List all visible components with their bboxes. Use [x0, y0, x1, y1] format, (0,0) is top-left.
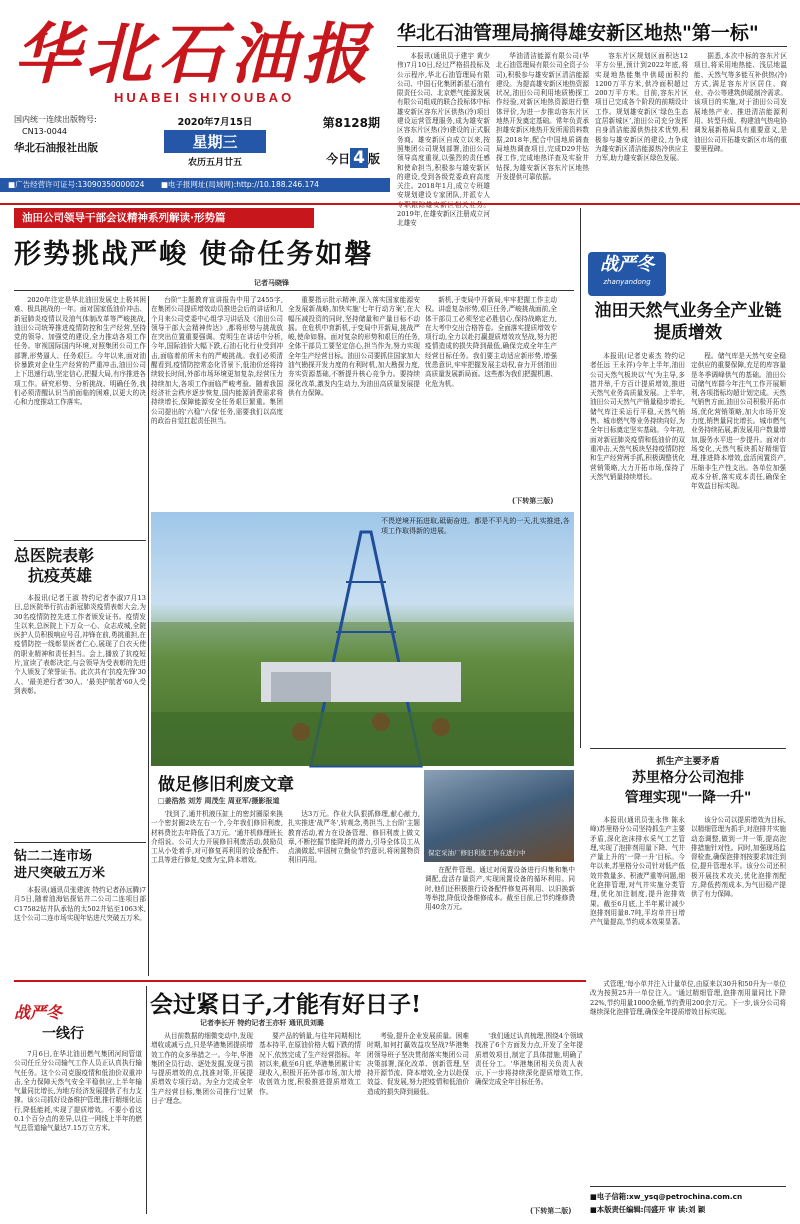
top-story-headline: 华北石油管理局摘得雄安新区地热"第一标"	[397, 22, 759, 44]
cn-code: CN13-0044	[22, 127, 67, 136]
photo-story-byline: □姜浩然 刘芳 周茂生 周亚军/摄影报道	[158, 797, 280, 805]
photo-story-side-caption: 保定采油厂修旧利废工作在进行中	[428, 849, 526, 857]
footer-editor: ■本版责任编辑:闫盛开 审 读:刘 颖	[590, 1205, 706, 1214]
footer	[590, 1190, 790, 1216]
masthead-pinyin: HUABEI SHIYOUBAO	[114, 90, 295, 105]
top-story-col3: 容东片区规划区面积达12平方公里,预计到2022年底,将实现地热能集中供暖面积约1200万平方米,供冷面积超过200万平方米。目前,容东片区项目已完成各个阶段的前期设计工作。规划雄安新区‘绿色生态宜居新城区’,油田公司充分发挥自身清洁能源供热技术优势,积极参与雄安新区的建设,力争成为雄安新区清洁能源热冷供应主力军,助力雄安新区绿色发展。	[595, 52, 688, 163]
bottom-story-continued: (下转第二版)	[530, 1207, 572, 1215]
foam-story-col2: 该分公司以提质增效为目标,以精细管理为抓手,对泡排井实施动态调整,做到一井一策,提高泡排措施针对性。同时,加强现场监督检查,确保泡排剂按要求加注到位,提升管理水平。该分公司还积极开展技术攻关,优化泡排剂配方,降低药剂成本,为气田稳产提供了有力保障。	[691, 816, 786, 899]
epaper-url[interactable]: ■电子报网址(局域网):http://10.188.246.174	[160, 180, 319, 189]
drilling-headline-1: 钻二二连市场	[14, 849, 93, 864]
divider	[590, 748, 786, 749]
photo-story-col2: 达3万元。作业大队狠抓修理,献心献力,扎实推进'战严冬',转观念,勇担当,上台阶'主题教育活动,着力在设备管理、修旧利废上做文章,不断挖掘节能降耗的潜力,引导全体员工从点滴做起,牢固树立勤俭节约意识,将闲置物资利旧再用。	[288, 810, 420, 865]
drilling-headline	[14, 848, 146, 882]
zhanyandong-label: 战严冬	[600, 254, 654, 275]
cn-label: 国内统一连续出版物号:	[14, 115, 97, 124]
bottom-story-byline: 记者李长开 特约记者王亦轩 通讯员刘璐	[200, 1019, 324, 1027]
divider	[397, 46, 787, 47]
foam-story-col3: 式管理,'每小单井注入计量单位,由原来以30升和50升为一单位改为按照25升一单位注入。'通过精细管理,泡排剂用量同比下降22%,节约用量1000余桶,节约费用200余万元。下一步,该分公司将继续深化泡排管理,确保全年提质增效目标实现。	[590, 980, 786, 1016]
hospital-headline	[14, 546, 146, 586]
photo-story-image	[424, 770, 574, 862]
divider	[148, 296, 149, 976]
divider	[14, 290, 574, 291]
corner-tag-sub: 一线行	[42, 1026, 84, 1042]
lead-headline: 形势挑战严峻 使命任务如磐	[14, 239, 374, 270]
divider	[580, 208, 581, 748]
hospital-headline-2: 抗疫英雄	[28, 566, 93, 585]
lead-col2: 台阶"主题教育宣讲报告中用了2455字,在集团公司提质增效动员推进会后的讲话和几个月来公司党委中心组学习讲话及《油田公司领导干部大会精神传达》,都将形势与挑战放在突出位置重要强调。党明生在讲话中分析,今年,国际油价大幅下跌,石油石化行业受到冲击,面临着前所未有的严峻挑战。我们必须清醒看到,疫情防控常态化背景下,低油价还将持续较长时间,外部市场环境更加复杂,经营压力持续加大,各项工作面临严峻考验。随着我国经济社会秩序逐步恢复,国内能源消费需求将持续增长,保障能源安全任务艰巨繁重。集团公司提出的'六稳''六保'任务,需要我们以高度的政治自觉扛起责任担当。	[151, 296, 283, 425]
photo-story-col3: 在配件管理。通过对闲置设备进行归集和集中调配,盘活存量资产,实现闲置设备的循环利用。同时,他们还积极推行设备配件修复再利用、以旧换新等举措,降低设备维修成本。截至目前,已节约维修费用40余万元。	[425, 866, 575, 912]
zhanyandong-sub: zhanyandong	[603, 278, 651, 286]
section-tag: 油田公司领导干部会议精神系列解读·形势篇	[14, 208, 314, 228]
divider	[0, 203, 800, 205]
top-story-col4: 据悉,本次中标的容东片区项目,将采用地热能、浅层地温能、天然气等多能互补供热(冷)方式,满足容东片区居住、商业、办公等建筑供暖制冷需求。该项目的实施,对于油田公司发展地热产业、推进清洁能源利用、转型升级、构建油气热电协调发展新格局具有重要意义,是油田公司开拓雄安新区市场的重要里程碑。	[694, 52, 787, 153]
divider	[14, 540, 146, 541]
photo-story-col1: '找到了,通井机液压缸上的密封圈原来换一个密封圈2块左右一个,今年我们修旧利废,材料费比去年降低了3万元。'通井机修理班长介绍说。公司大力开展修旧利废活动,鼓励员工从小处着手,对可修复再利用的设备配件、工具等进行修复,变废为宝,降本增效。	[151, 810, 283, 865]
zhanyandong-tag	[588, 252, 666, 296]
pages-suffix: 版	[367, 152, 380, 166]
gas-story-col2: 程。储气库是天然气安全稳定供应的重要保障,充足的库容量是冬季调峰供气的基础。油田公司储气库群今年注气工作开展顺利,各项指标均超计划完成。天然气销售方面,油田公司积极开拓市场,优化营销策略,加大市场开发力度,销售量同比增长。城市燃气业务持续拓展,新发展用户数量增加,服务水平进一步提升。面对市场变化,天然气板块抓好精细管理,推进降本增效,盘活闲置资产,压缩非生产性支出。各单位加强成本分析,落实成本责任,确保全年效益目标实现。	[691, 352, 786, 491]
photo-story-headline: 做足修旧利废文章	[158, 775, 294, 795]
drilling-rig-illustration	[151, 512, 574, 766]
divider	[14, 980, 586, 982]
drilling-body: 本报讯(通讯员张建波 特约记者孙远腾)7月5日,随着油海钻探钻井二公司二连项目部C17582钻井队承钻的太502井钻至1063米,这个公司二连市场实现年钻进尺突破五万米。	[14, 886, 146, 922]
top-story-col1: 本报讯(通讯员于建宇 黄少伟)7月10日,经过严格招投标及公示程序,华北石油管理局有限公司、中国石化集团新星石油有限责任公司、北京燃气能源发展有限公司组成的联合投标体中标雄安新区容东片区供热(冷)项目建设运营管理服务,成为雄安新区容东片区热(冷)建设的正式服务商。雄安新区自成立以来,按照集团公司规划部署,油田公司领导高度重视,以强烈的责任感和使命担当,积极参与雄安新区的建设,受到各级党委政府高度关注。2018年1月,成立专班雄安规划建设专家团队,并派专人 2019年,在雄安新区注册成立河北雄安	[397, 52, 490, 228]
bottom-story-col3: 考验,提升企业发展质量。困难时期,如何打赢效益攻坚战?华港集团领导班子坚决贯彻落实集团公司决策部署,深化改革、创新管理,坚持开源节流、降本增效,全力以赴保效益、促发展,努力把疫情和低油价造成的损失降到最低。	[367, 1032, 469, 1096]
hospital-body: 本报讯(记者王淑 特约记者李淑)7月13日,总医院举行抗击新冠肺炎疫情表彰大会,为30名疫情防控先进工作者颁发证书。疫情发生以来,总医院上下万众一心、众志成城,全院医护人员积极响应号召,冲锋在前,勇挑重担,在疫情防控一线彰显医者仁心,展现了白衣天使的职业精神和责任担当。会上,播放了抗疫短片,宣读了表彰决定,与会领导为受表彰的先进个人颁发了荣誉证书。此次共有'抗疫先锋'30人、'最美逆行者'30人、'最美护航者'60人受到表彰。	[14, 594, 146, 695]
corner-tag-label: 战严冬	[14, 1003, 63, 1022]
bottom-story-col4: '我们通过认真梳理,围绕4个领域找准了6个方面发力点,开发了全年提质增效项目,制定了具体措施,明确了责任分工。'华港集团相关负责人表示,下一步将持续深化提质增效工作,确保完成全年目标任务。	[475, 1032, 583, 1087]
issue-date: 2020年7月15日	[177, 117, 253, 128]
publisher: 华北石油报社出版	[14, 142, 98, 154]
lead-continued: (下转第三版)	[512, 497, 554, 505]
lead-col1: 2020年注定是华北油田发展史上极其困难、极具挑战的一年。面对国家低油价冲击、新冠肺炎疫情以及油气体制改革等严峻挑战,油田公司统筹推进疫情防控和生产经营,坚持党的领导、加强党的建设,全力推动各项工作任务。审视国际国内环境,对照集团公司工作部署,形势逼人、任务艰巨。今年以来,面对油价暴跌对企业生产经营的严重冲击,油田公司上下迅速行动,坚定信心,把握大局,有序推进各项工作。研究形势、分析挑战、明确任务,我们必须清醒认识当前面临的困难,以更大的决心和力度推动工作落实。	[14, 296, 146, 407]
drilling-headline-2: 进尺突破五万米	[14, 866, 106, 881]
lunar-date: 农历五月廿五	[187, 158, 242, 168]
foam-story-col1: 本报讯(通讯员张永伟 陈永峰)苏里格分公司坚持抓生产主要矛盾,深化泡沫排水采气工艺管理,实现了泡排剂用量下降、气井产量上升的'一降一升'目标。今年以来,苏里格分公司针对低产低效井数量多、积液严重等问题,细化泡排管理,对气井实施分类管理,优化加注制度,提升泡排效果。截至6月底,上半年累计减少泡排剂用量8.7吨,平均单井日增产气量提高,节约成本效果显著。	[590, 816, 685, 927]
foam-headline-2: 管理实现"一降一升"	[624, 790, 752, 806]
foam-story-headline	[590, 768, 786, 808]
date-box	[150, 114, 280, 172]
ad-license: ■广告经营许可证号:13090350000024	[8, 180, 145, 189]
pages-prefix: 今日	[326, 152, 351, 166]
foam-story-tag: 抓生产主要矛盾	[656, 757, 720, 767]
foam-headline-1: 苏里格分公司泡排	[632, 770, 744, 786]
divider	[590, 1186, 786, 1187]
info-bar	[0, 178, 390, 192]
pages-number: 4	[350, 148, 368, 168]
footer-email[interactable]: ■电子信箱:xw_ysq@petrochina.com.cn	[590, 1192, 743, 1201]
pages-count	[284, 148, 380, 168]
top-story-col2: 华油清洁能源有限公司(华北石油管理局有限公司全资子公司),积极参与雄安新区清洁能源建设。为提高雄安新区地热资源状况,油田公司利用地质勘探工作经验,对新区地热资源进行整体评价,为进一步推动容东片区地热开发奠定基础。常年负责承担雄安新区地热开发所需资料数据,2018年,配合中国地质调查局地热调查项目,完成D29井钻探工作,完成地热详查及实验井钻探,为雄安新区容东片区地热开发提供可靠依据。	[496, 52, 589, 181]
corner-story-body: 7月6日,在华北油田燃气集团河间管道公司任丘分公司输气工作人员正认真执行输气任务。这个公司克服疫情和低油价双重冲击,全力保障天然气安全平稳供应,上半年输气量同比增长,为地方经济发展提供了有力支撑。该公司抓好设备维护管理,推行精细化运行,降低能耗,实现了提质增效。不要小看这0.1个百分点的差异,以往一网线上半年的燃气总管道输气量达7.15万立方米。	[14, 1050, 142, 1133]
corner-tag	[14, 1000, 142, 1044]
bottom-story-headline: 会过紧日子,才能有好日子!	[150, 991, 422, 1018]
bottom-story-col1: 从目前数据的细微变动中,发现增收或减亏点,只是华港集团提质增效工作的众多举措之一。今年,华港集团全员行动、逐处发掘,发现亏损与提质增效的点,找准对策,开展提质增效专项行动。为全力完成全年生产经营目标,集团公司推行'过紧日子'理念。	[151, 1032, 253, 1106]
gas-story-col1: 本报讯(记者史素杰 特约记者任远 王永祥)今年上半年,油田公司天然气板块以'气'为主导,多措并举,千方百计提质增效,推进天然气业务高质量发展。上半年,油田公司天然气产销量稳步增长,储气库注采运行平稳,天然气销售、城市燃气等业务持续向好,为全年目标奠定坚实基础。今年初,面对新冠肺炎疫情和低油价的双重冲击,天然气板块坚持疫情防控和生产经营两手抓,积极调整优化营销策略,大力开拓市场,保持了天然气销量持续增长。	[590, 352, 685, 481]
publication-info	[14, 114, 146, 154]
masthead	[14, 14, 384, 110]
masthead-title: 华北石油报	[14, 15, 374, 93]
lead-col3: 重要指示批示精神,深入落实国家能源安全发展新战略,加快实施'七年行动方案',在大幅压减投资的同时,坚持储量和产量目标不动摇。在危机中育新机,于变局中开新局,挑战严峻,使命如磐。面对复杂的形势和艰巨的任务,全体干部员工要坚定信心,担当作为,努力实现全年生产经营目标。油田公司要抓住国家加大油气勘探开发力度的有利时机,加大勘探力度,夯实资源基础,不断提升核心竞争力。要持续深化改革,激发内生动力,为油田高质量发展提供有力保障。	[288, 296, 420, 397]
lead-photo-caption: 不畏逆境开拓进取,砥砺奋进。都是不平凡的一天,扎实推进,各项工作取得新的进展。	[381, 517, 570, 535]
lead-byline: 记者马晓锋	[254, 279, 289, 287]
bottom-story-col2: 要产品的销量,与往年同期相比基本持平,在原油价格大幅下跌的情况下,依然完成了生产经营指标。年初以来,截至6月底,华港集团累计实现收入,积极开拓外部市场,加大增收创效力度,积极推进提质增效工作。	[259, 1032, 361, 1096]
weekday: 星期三	[164, 130, 266, 153]
issue-number: 第8128期	[322, 116, 380, 130]
lead-photo	[151, 512, 574, 766]
divider	[14, 842, 146, 843]
gas-story-headline: 油田天然气业务全产业链提质增效	[594, 301, 782, 343]
divider	[146, 986, 147, 1214]
lead-col4: 新机,于变局中开新局,牢牢把握工作主动权。讲虚复杂形势,艰巨任务,严峻挑战面前,全体干部员工必须坚定必胜信心,保持战略定力,在大考中交出合格答卷。全面落实提质增效专项行动,全力以赴打赢提质增效攻坚战,努力把疫情造成的损失降到最低,确保完成全年生产经营目标任务。我们要主动适应新形势,增强忧患意识,牢牢把握发展主动权,奋力开创油田高质量发展新局面。这些都为我们把握机遇、化危为机。	[425, 296, 557, 388]
hospital-headline-1: 总医院表彰	[14, 546, 95, 565]
